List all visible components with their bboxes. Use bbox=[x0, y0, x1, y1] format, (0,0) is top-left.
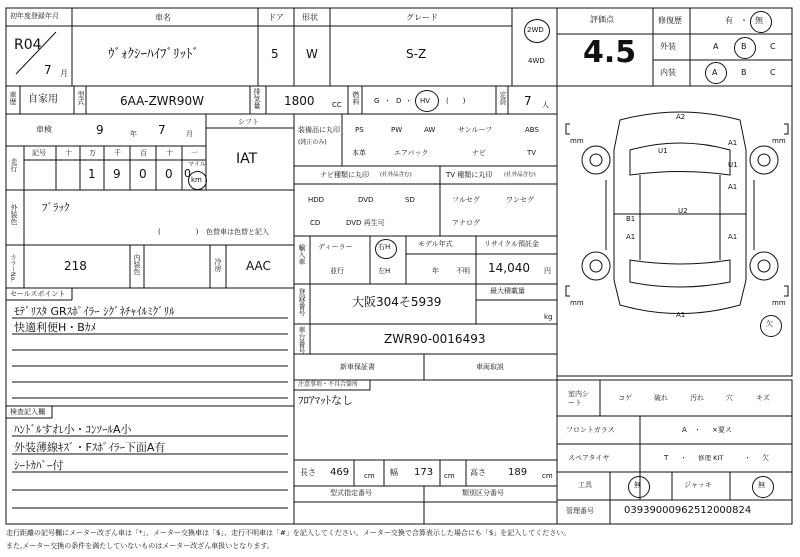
footer-note-1: 走行距離の記号欄にメーター改ざん車は「*」、メーター交換車は「$」、走行不明車は「#」を記入してください。メーター交換で合算表示した場合にも「$」を記入してください。 bbox=[6, 529, 571, 537]
notes-label: 注意事項・不具合箇所 bbox=[298, 381, 359, 388]
era-year: R04 bbox=[14, 37, 42, 53]
spare-dot-2: ・ bbox=[744, 454, 751, 462]
equip-airbag: エアバック bbox=[394, 149, 429, 157]
color-no-label: カラーNo. bbox=[9, 254, 16, 282]
equip-tv: TV bbox=[527, 149, 537, 157]
mileage-unit-5: 十 bbox=[166, 149, 173, 157]
tv-analog: アナログ bbox=[452, 219, 480, 227]
capacity-value: 7 bbox=[524, 94, 532, 108]
equip-pw: PW bbox=[391, 126, 403, 134]
warranty-label: 新車保証書 bbox=[340, 363, 375, 371]
interior-seat-label: 室内シート bbox=[568, 390, 589, 408]
capacity-label: 定員 bbox=[499, 91, 507, 105]
recycle-label: リサイクル預託金 bbox=[484, 240, 540, 248]
windshield-label: フロントガラス bbox=[566, 426, 615, 434]
km-unit: km bbox=[191, 176, 202, 184]
mileage-symbol-label: 記号 bbox=[32, 149, 46, 157]
usage-value: 自家用 bbox=[28, 94, 58, 105]
navi-dvd-play: DVD 再生可 bbox=[346, 219, 385, 227]
fuel-dot-1: ・ bbox=[384, 97, 391, 105]
management-no-label: 管理番号 bbox=[566, 507, 594, 515]
navi-cd: CD bbox=[310, 219, 321, 227]
inspection-year-unit: 年 bbox=[130, 130, 137, 138]
footer-note-2: また,メーター交換の条件を満たしていないものはメーター改ざん車扱いとなります。 bbox=[6, 542, 274, 550]
model-year-label: モデル年式 bbox=[418, 240, 453, 248]
height-label: 高さ bbox=[470, 468, 486, 477]
equip-abs: ABS bbox=[525, 126, 539, 134]
damage-mark-u2: U2 bbox=[678, 207, 688, 215]
tv-oneseg: ワンセグ bbox=[506, 196, 534, 204]
spare-tire-label: スペアタイヤ bbox=[568, 454, 610, 462]
registration-value: 大阪304そ5939 bbox=[352, 295, 442, 309]
windshield-a: A bbox=[682, 426, 687, 434]
displacement-label: 排気量 bbox=[253, 88, 261, 109]
grade-label: グレード bbox=[406, 13, 438, 22]
mileage-digit-5: 0 bbox=[165, 167, 173, 181]
mileage-digit-3: 9 bbox=[113, 167, 121, 181]
ac-label: 冷房 bbox=[214, 258, 222, 272]
import-label: 輸入車 bbox=[298, 244, 306, 265]
fuel-dot-2: ・ bbox=[405, 97, 412, 105]
navi-dvd: DVD bbox=[358, 196, 374, 204]
exterior-color-label: 外装色 bbox=[10, 204, 18, 225]
color-change-note: 色替車は色替と記入 bbox=[206, 228, 269, 236]
spare-none: 欠 bbox=[762, 454, 769, 462]
repair-history-label: 修復歴 bbox=[658, 16, 682, 25]
drive-4wd: 4WD bbox=[528, 57, 545, 65]
capacity-unit: 人 bbox=[542, 101, 549, 109]
recycle-value: 14,040 bbox=[488, 261, 530, 275]
import-parallel: 並行 bbox=[330, 267, 344, 275]
import-dealer: ディーラー bbox=[318, 243, 353, 251]
damage-mark-a2: A2 bbox=[676, 113, 686, 121]
tools-label: 工具 bbox=[578, 481, 592, 489]
navi-sd: SD bbox=[405, 196, 415, 204]
tire-mm-front-left: mm bbox=[570, 137, 584, 145]
fuel-g: G bbox=[374, 97, 380, 105]
chassis-value: ZWR90-0016493 bbox=[384, 332, 486, 346]
sales-point-line-2: 快適利便H・Bｶﾒ bbox=[14, 321, 96, 334]
windshield-dot: ・ bbox=[694, 426, 701, 434]
inspection-year: 9 bbox=[96, 123, 104, 137]
inspector-label: 検査記入欄 bbox=[10, 408, 45, 416]
repair-dot: ・ bbox=[740, 16, 748, 25]
inspector-line-1: ﾊﾝﾄﾞﾙすれ小・ｺﾝｿｰﾙA小 bbox=[14, 423, 132, 436]
mileage-digit-2: 1 bbox=[88, 167, 96, 181]
chassis-label: 車台番号 bbox=[298, 326, 306, 354]
exterior-a: A bbox=[713, 42, 719, 51]
model-year-unit: 年 bbox=[432, 267, 439, 275]
width-label: 幅 bbox=[390, 468, 398, 477]
sales-point-label: セールスポイント bbox=[10, 290, 66, 298]
length-label: 長さ bbox=[300, 468, 316, 477]
damage-mark-a1-right-door: A1 bbox=[728, 183, 738, 191]
equip-sunroof: サンルーフ bbox=[458, 126, 493, 134]
max-load-label: 最大積載量 bbox=[490, 287, 525, 295]
score-value: 4.5 bbox=[583, 35, 637, 70]
door-label: ドア bbox=[268, 13, 284, 22]
interior-b: B bbox=[741, 68, 747, 77]
first-reg-month-unit: 月 bbox=[60, 69, 68, 78]
drive-2wd: 2WD bbox=[527, 26, 544, 34]
length-value: 469 bbox=[330, 467, 350, 478]
navi-hdd: HDD bbox=[308, 196, 325, 204]
mileage-digit-4: 0 bbox=[139, 167, 147, 181]
seat-tear: 破れ bbox=[654, 394, 668, 402]
damage-mark-missing: 欠 bbox=[766, 320, 773, 328]
damage-mark-a1-right-front: A1 bbox=[728, 139, 738, 147]
fuel-label: 燃料 bbox=[352, 91, 360, 105]
fuel-hv: HV bbox=[420, 97, 431, 105]
seat-scratch: キズ bbox=[756, 394, 770, 402]
equip-ps: PS bbox=[355, 126, 364, 134]
inspection-label: 車検 bbox=[36, 125, 52, 134]
jack-value: 無 bbox=[758, 481, 765, 489]
equip-navi: ナビ bbox=[472, 149, 486, 157]
seat-stain: 汚れ bbox=[690, 394, 704, 402]
jack-label: ジャッキ bbox=[684, 481, 712, 489]
model-label: 型式 bbox=[77, 91, 85, 105]
damage-mark-a1-rear: A1 bbox=[676, 311, 686, 319]
mileage-unit-6: 一 bbox=[191, 149, 198, 157]
body-shape: W bbox=[306, 47, 318, 61]
mileage-unit-3: 千 bbox=[114, 149, 121, 157]
shift-value: IAT bbox=[236, 151, 258, 167]
interior-c: C bbox=[770, 68, 776, 77]
mileage-unit-2: 万 bbox=[89, 149, 96, 157]
interior-color-label: 内装色 bbox=[133, 254, 141, 275]
ac-value: AAC bbox=[246, 259, 271, 273]
tire-mm-front-right: mm bbox=[772, 137, 786, 145]
exterior-label: 外装 bbox=[660, 42, 676, 51]
grade-value: S-Z bbox=[406, 47, 427, 61]
height-value: 189 bbox=[508, 467, 528, 478]
damage-mark-a1-left: A1 bbox=[626, 233, 636, 241]
spare-t: T bbox=[664, 454, 669, 462]
car-name: ｳﾞｫｸｼｰﾊｲﾌﾞﾘｯﾄﾞ bbox=[108, 47, 199, 62]
spare-kit: 修理 KIT bbox=[698, 454, 724, 462]
sales-point-line-1: ﾓﾃﾞﾘｽﾀ GRｽﾎﾟｲﾗｰ ｼｸﾞﾈﾁｬｲﾙﾐｸﾞﾘﾙ bbox=[14, 305, 175, 318]
color-no-value: 218 bbox=[64, 259, 87, 273]
tv-type-label: TV 種類に丸印 bbox=[446, 171, 493, 179]
exterior-color-value: ﾌﾞﾗｯｸ bbox=[42, 201, 70, 214]
repair-no: 無 bbox=[755, 16, 763, 25]
spare-dot-1: ・ bbox=[680, 454, 687, 462]
max-load-unit: kg bbox=[544, 313, 553, 321]
equip-leather: 本革 bbox=[352, 149, 366, 157]
damage-mark-a1-right-rear: A1 bbox=[728, 233, 738, 241]
mile-unit: マイル bbox=[188, 161, 206, 168]
damage-mark-u1-hood: U1 bbox=[658, 147, 668, 155]
category-label: 類別区分番号 bbox=[462, 489, 504, 497]
registration-label: 登録番号 bbox=[298, 288, 306, 316]
height-unit: cm bbox=[542, 472, 553, 480]
mileage-unit-1: 十 bbox=[65, 149, 72, 157]
fuel-other: ( ) bbox=[446, 97, 466, 105]
seat-hole: 穴 bbox=[726, 394, 733, 402]
seat-burn: コゲ bbox=[618, 394, 632, 402]
shape-label: 形状 bbox=[302, 13, 318, 22]
model-value: 6AA-ZWR90W bbox=[120, 94, 205, 108]
fuel-d: D bbox=[396, 97, 402, 105]
import-left-hand: 左H bbox=[378, 267, 391, 275]
width-value: 173 bbox=[414, 467, 434, 478]
management-no-value: 0393900096251200082​4 bbox=[624, 505, 752, 516]
usage-label: 車歴 bbox=[9, 91, 17, 105]
exterior-color-paren: ( ) bbox=[158, 228, 199, 236]
door-count: 5 bbox=[271, 47, 279, 61]
damage-mark-u1-right: U1 bbox=[728, 161, 738, 169]
tv-type-sub: (社外品含む) bbox=[504, 172, 536, 178]
exterior-c: C bbox=[770, 42, 776, 51]
model-year-unknown: 不明 bbox=[456, 267, 470, 275]
length-unit: cm bbox=[364, 472, 375, 480]
equipment-label: 装備品に丸印 bbox=[298, 126, 340, 134]
tv-fullseg: フルセグ bbox=[452, 196, 480, 204]
mileage-unit-4: 百 bbox=[140, 149, 147, 157]
inspection-month-unit: 月 bbox=[186, 130, 193, 138]
first-reg-month: 7 bbox=[44, 63, 52, 77]
mileage-digit-6: 0 bbox=[184, 167, 191, 180]
tools-value: 無 bbox=[634, 481, 641, 489]
first-reg-label: 初年度登録年月 bbox=[10, 12, 59, 20]
recycle-yen: 円 bbox=[544, 267, 551, 275]
exterior-b: B bbox=[741, 42, 747, 51]
damage-mark-b1: B1 bbox=[626, 215, 636, 223]
mileage-label: 走行 bbox=[10, 158, 18, 172]
width-unit: cm bbox=[444, 472, 455, 480]
interior-label: 内装 bbox=[660, 68, 676, 77]
shift-label: シフト bbox=[238, 118, 259, 126]
inspector-line-2: 外装薄線ｷｽﾞ・Fｽﾎﾟｲﾗｰ下面A有 bbox=[14, 441, 166, 454]
manual-label: 車両取説 bbox=[476, 363, 504, 371]
repair-yes: 有 bbox=[725, 16, 733, 25]
navi-type-sub: (社外品含む) bbox=[380, 172, 412, 178]
notes-value: ﾌﾛｱﾏｯﾄなし bbox=[298, 394, 353, 407]
displacement-value: 1800 bbox=[284, 94, 315, 108]
tire-mm-rear-right: mm bbox=[772, 299, 786, 307]
equipment-sub: (純正のみ) bbox=[298, 139, 327, 146]
inspector-line-3: ｼｰﾄｶﾊﾞｰ付 bbox=[14, 459, 64, 472]
interior-a: A bbox=[712, 68, 718, 77]
car-name-label: 車名 bbox=[155, 13, 171, 22]
import-right-hand: 右H bbox=[378, 243, 391, 251]
windshield-needs-replace: ×要ス bbox=[712, 426, 732, 434]
displacement-unit: CC bbox=[332, 101, 342, 109]
equip-aw: AW bbox=[424, 126, 436, 134]
tire-mm-rear-left: mm bbox=[570, 299, 584, 307]
inspection-month: 7 bbox=[158, 123, 166, 137]
score-label: 評価点 bbox=[590, 15, 614, 24]
designation-label: 型式指定番号 bbox=[330, 489, 372, 497]
navi-type-label: ナビ種類に丸印 bbox=[320, 171, 369, 179]
